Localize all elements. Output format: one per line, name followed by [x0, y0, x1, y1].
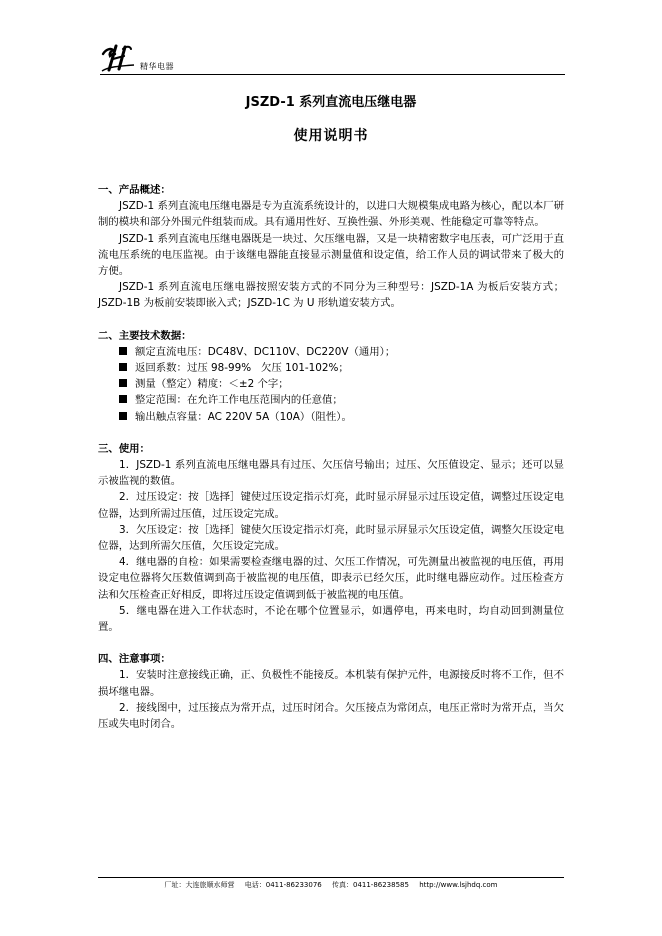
square-bullet-icon: [119, 379, 127, 387]
page-footer: [0, 880, 662, 890]
list-item-text: 输出触点容量：AC 220V 5A（10A）（阻性）。: [135, 410, 352, 423]
list-item: [119, 392, 564, 408]
square-bullet-icon: [119, 363, 127, 371]
list-item: [119, 409, 564, 425]
footer-phone: 电话：0411-86233076: [244, 881, 322, 889]
paragraph: JSZD-1 系列直流电压继电器既是一块过、欠压继电器，又是一块精密数字电压表，可广泛用于直流电压系统的电压监视。由于该继电器能直接显示测量值和设定值，给工作人员的调试带来了极大的方便。: [98, 232, 564, 278]
list-item-text: 额定直流电压：DC48V、DC110V、DC220V（通用）；: [135, 345, 396, 358]
jinghua-logo-icon: [100, 40, 136, 72]
list-item-text: 返回系数：过压 98-99% 欠压 101-102%；: [135, 362, 349, 375]
section-heading-usage: 三、使用：: [98, 442, 150, 455]
paragraph: 1．安装时注意接线正确，正、负极性不能接反。本机装有保护元件，电源接反时将不工作，但不损坏继电器。: [98, 669, 564, 698]
footer-address: 厂址：大连旅顺水师营: [164, 881, 235, 889]
paragraph: JSZD-1 系列直流电压继电器是专为直流系统设计的，以进口大规模集成电路为核心，配以本厂研制的模块和部分外围元件组装而成。具有通用性好、互换性强、外形美观、性能稳定可靠等特点。: [98, 200, 564, 229]
paragraph: 5．继电器在进入工作状态时，不论在哪个位置显示，如遇停电，再来电时，均自动回到测量位置。: [98, 604, 564, 634]
paragraph: 2．过压设定：按［选择］键使过压设定指示灯亮，此时显示屏显示过压设定值，调整过压设定电位器，达到所需过压值，过压设定完成。: [98, 491, 564, 520]
document-title: JSZD-1 系列直流电压继电器: [245, 95, 417, 110]
brand-name: 精华电器: [140, 62, 174, 71]
paragraph: 3．欠压设定：按［选择］键使欠压设定指示灯亮，此时显示屏显示欠压设定值，调整欠压设定电位器，达到所需欠压值，欠压设定完成。: [98, 523, 564, 553]
footer-divider: [98, 877, 564, 878]
list-item-text: 整定范围：在允许工作电压范围内的任意值；: [135, 394, 343, 407]
footer-website-link[interactable]: http://www.lsjhdq.com: [419, 881, 498, 889]
document-subtitle: 使用说明书: [293, 128, 369, 144]
square-bullet-icon: [119, 347, 127, 355]
page-header: [100, 40, 570, 76]
footer-fax: 传真：0411-86238585: [331, 881, 409, 889]
spec-list: [98, 344, 564, 425]
document-body: [98, 182, 564, 732]
square-bullet-icon: [119, 395, 127, 403]
list-item: [119, 344, 564, 360]
section-heading-specs: 二、主要技术数据：: [98, 329, 192, 342]
paragraph: 4．继电器的自检：如果需要检查继电器的过、欠压工作情况，可先测量出被监视的电压值，再用设定电位器将欠压数值调到高于被监视的电压值，即表示已经欠压，此时继电器应动作。过压检查方法和欠压检查正好相反，即将过压设定值调到低于被监视的电压值。: [98, 556, 564, 601]
paragraph: JSZD-1 系列直流电压继电器按照安装方式的不同分为三种型号：JSZD-1A 为板后安装方式；JSZD-1B 为板前安装即嵌入式；JSZD-1C 为 U 形轨道安装方式。: [98, 281, 564, 310]
header-divider: [100, 74, 565, 75]
section-heading-overview: 一、产品概述：: [98, 184, 171, 196]
list-item-text: 测量（整定）精度：＜±2 个字；: [135, 378, 289, 391]
list-item: [119, 376, 564, 392]
paragraph: 1．JSZD-1 系列直流电压继电器具有过压、欠压信号输出；过压、欠压值设定、显示；还可以显示被监视的数值。: [98, 459, 564, 488]
section-heading-notes: 四、注意事项：: [98, 653, 171, 666]
paragraph: 2．接线图中，过压接点为常开点，过压时闭合。欠压接点为常闭点，电压正常时为常开点，当欠压或失电时闭合。: [98, 701, 564, 731]
list-item: [119, 360, 564, 376]
square-bullet-icon: [119, 412, 127, 420]
